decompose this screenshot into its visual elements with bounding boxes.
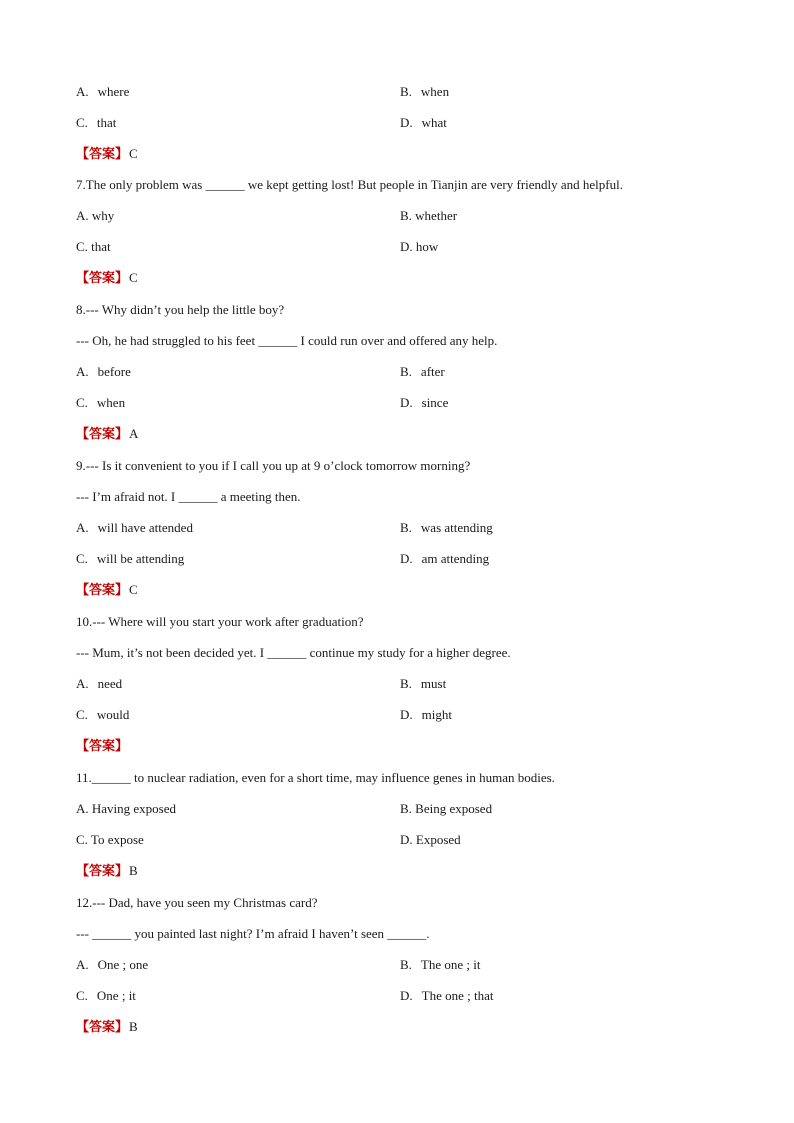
option-text: might [421,707,452,722]
option-text: One ; one [97,957,149,972]
q12-option-b [400,957,481,973]
q9-option-b [400,520,493,536]
option-text: One ; it [96,988,136,1003]
option-text: when [420,84,450,99]
option-text: would [96,707,130,722]
q11-option-b: B. Being exposed [400,801,493,816]
option-letter: B. [400,676,412,691]
q7-option-a: A. why [76,208,115,223]
option-text: am attending [421,551,490,566]
q12-stem-reply: --- ______ you painted last night? I’m afraid I haven’t seen ______. [76,926,430,941]
q10-option-b [400,676,446,692]
q7-option-b: B. whether [400,208,458,223]
q10-option-d [400,707,452,723]
q7-option-d: D. how [400,239,439,254]
answer-value: B [129,863,138,878]
q7-stem: 7.The only problem was ______ we kept getting lost! But people in Tianjin are very friendly and helpful. [76,177,623,192]
option-letter: D. [400,551,413,566]
option-text: was attending [420,520,493,535]
q10-option-c [76,707,129,723]
option-letter: B. [400,84,412,99]
option-text: before [97,364,131,379]
answer-value: B [129,1019,138,1034]
q9-stem: 9.--- Is it convenient to you if I call you up at 9 o’clock tomorrow morning? [76,458,471,473]
option-letter: B. [400,957,412,972]
q6-answer [76,146,138,162]
q11-option-c: C. To expose [76,832,144,847]
q11-stem: 11.______ to nuclear radiation, even for a short time, may influence genes in human bodies. [76,770,555,785]
q8-option-a [76,364,131,380]
option-letter: A. [76,957,89,972]
q11-option-a: A. Having exposed [76,801,177,816]
option-text: will be attending [96,551,185,566]
option-letter: C. [76,707,88,722]
option-letter: D. [400,115,413,130]
q9-option-d [400,551,489,567]
option-letter: C. [76,115,88,130]
q12-option-d [400,988,493,1004]
option-letter: D. [400,707,413,722]
q7-answer [76,270,138,286]
option-text: where [97,84,130,99]
q8-answer [76,426,138,442]
option-letter: C. [76,551,88,566]
q8-stem-reply: --- Oh, he had struggled to his feet ______ I could run over and offered any help. [76,333,498,348]
option-text: since [421,395,449,410]
answer-label: 【答案】 [76,270,129,285]
q10-option-a [76,676,122,692]
option-text: The one ; that [421,988,494,1003]
q11-option-d: D. Exposed [400,832,461,847]
q8-option-d [400,395,448,411]
option-letter: C. [76,395,88,410]
q10-stem: 10.--- Where will you start your work after graduation? [76,614,364,629]
option-letter: A. [76,364,89,379]
option-letter: A. [76,520,89,535]
q10-answer [76,738,129,754]
q6-option-a [76,84,129,100]
answer-value: C [129,270,138,285]
q9-answer [76,582,138,598]
q8-option-b [400,364,445,380]
option-text: will have attended [97,520,193,535]
option-text: must [420,676,447,691]
q11-answer [76,863,138,879]
q9-stem-reply: --- I’m afraid not. I ______ a meeting then. [76,489,301,504]
q10-stem-reply: --- Mum, it’s not been decided yet. I ______ continue my study for a higher degree. [76,645,511,660]
option-letter: B. [400,364,412,379]
answer-label: 【答案】 [76,582,129,597]
option-letter: B. [400,520,412,535]
q12-option-c [76,988,136,1004]
answer-label: 【答案】 [76,426,129,441]
answer-value: C [129,146,138,161]
q7-option-c: C. that [76,239,111,254]
option-text: The one ; it [420,957,481,972]
q8-stem: 8.--- Why didn’t you help the little boy? [76,302,285,317]
option-letter: D. [400,395,413,410]
q9-option-a [76,520,193,536]
answer-label: 【答案】 [76,1019,129,1034]
q12-option-a [76,957,148,973]
q6-option-b [400,84,449,100]
option-text: need [97,676,123,691]
q6-option-d [400,115,447,131]
option-letter: A. [76,84,89,99]
option-text: when [96,395,126,410]
q8-option-c [76,395,125,411]
option-letter: D. [400,988,413,1003]
option-letter: C. [76,988,88,1003]
answer-label: 【答案】 [76,146,129,161]
answer-value: C [129,582,138,597]
answer-label: 【答案】 [76,863,129,878]
answer-label: 【答案】 [76,738,129,753]
q12-stem: 12.--- Dad, have you seen my Christmas card? [76,895,318,910]
option-text: what [421,115,447,130]
q6-option-c [76,115,116,131]
option-letter: A. [76,676,89,691]
option-text: after [420,364,445,379]
answer-value: A [129,426,139,441]
q12-answer [76,1019,138,1035]
option-text: that [96,115,117,130]
q9-option-c [76,551,184,567]
